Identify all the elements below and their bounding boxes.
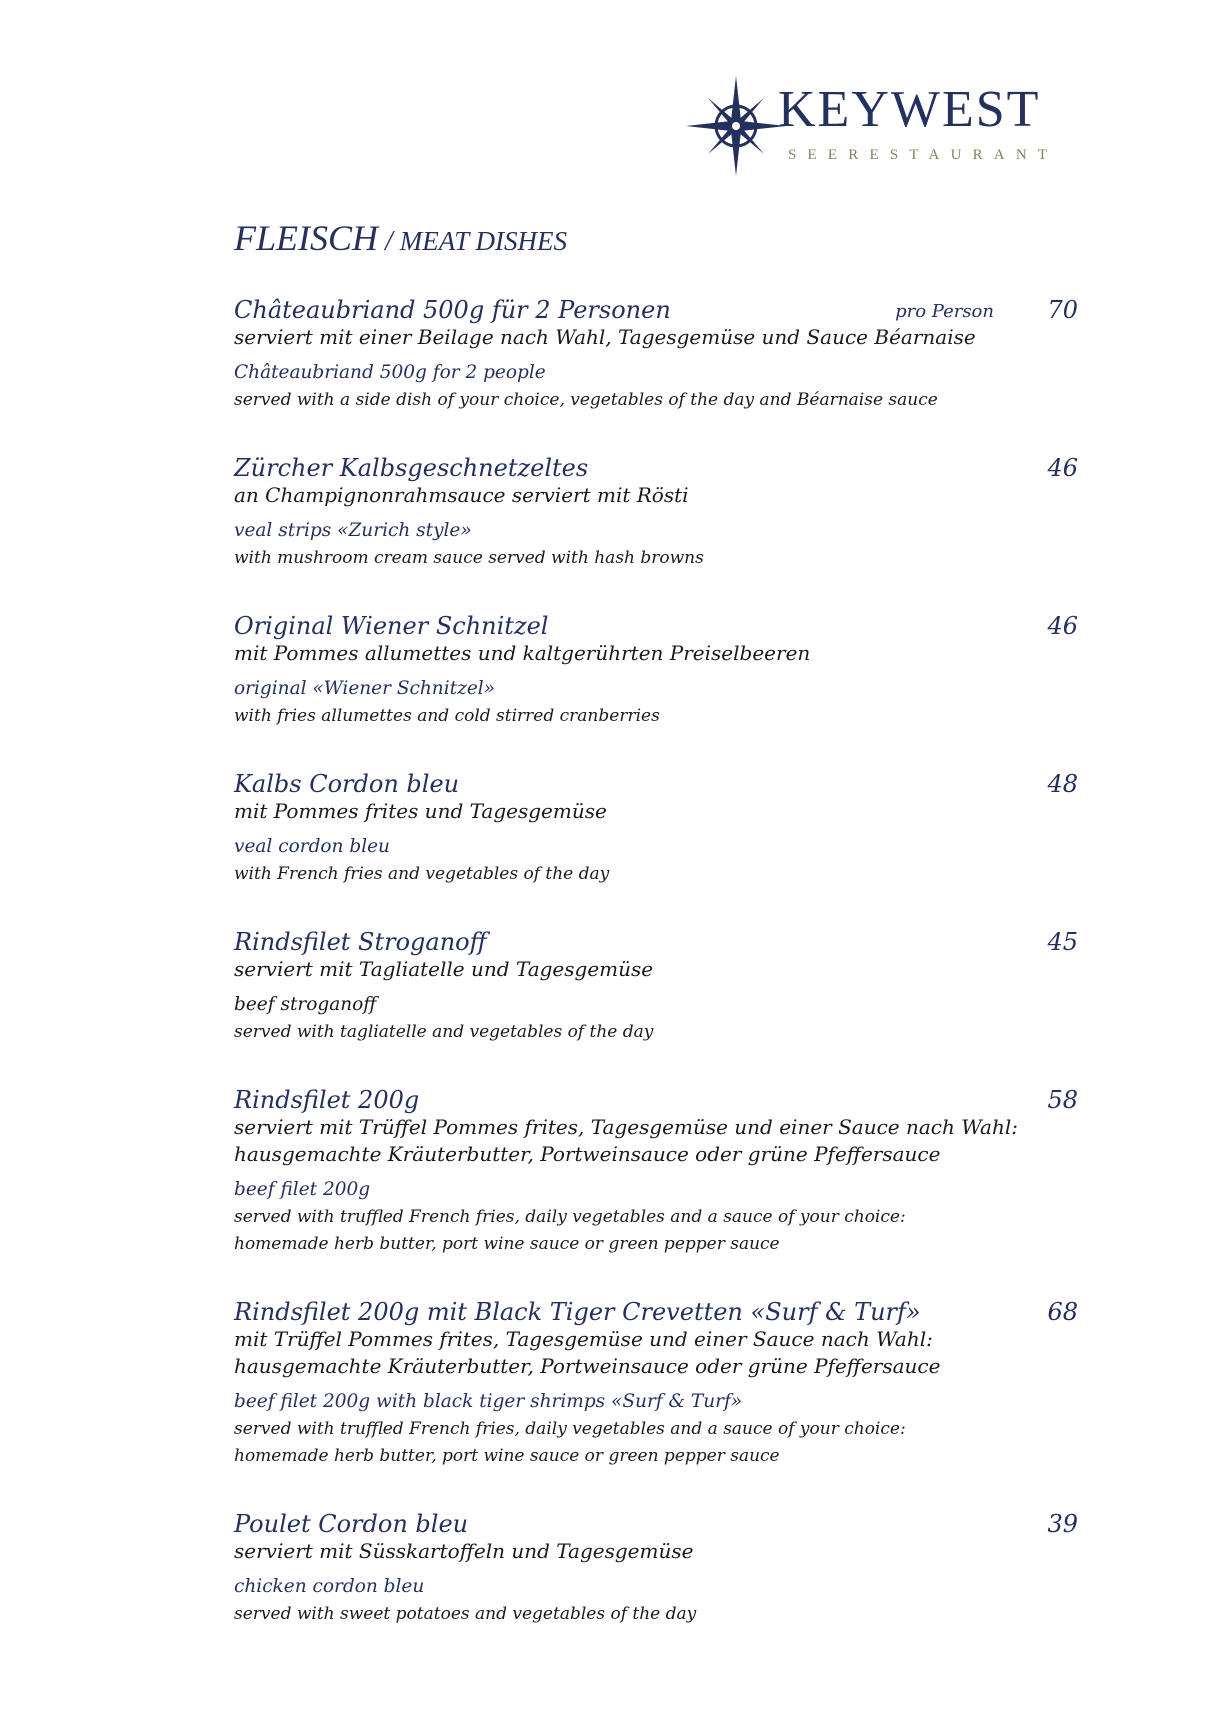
dish-description-de: serviert mit Trüffel Pommes frites, Tagesgemüse und einer Sauce nach Wahl: hausgemachte Kräuterbutter, Portweinsauce oder grüne Pfeffersauce: [234, 1115, 1018, 1166]
dish-name-de: Châteaubriand 500g für 2 Personen: [234, 296, 671, 324]
dish-name-en: veal cordon bleu: [234, 836, 390, 857]
dish-description-de: serviert mit einer Beilage nach Wahl, Tagesgemüse und Sauce Béarnaise: [234, 325, 976, 349]
dish-description-en: served with truffled French fries, daily vegetables and a sauce of your choice: homemade herb butter, port wine sauce or green pepper sauce: [234, 1419, 906, 1466]
dish-name-en: beef filet 200g: [234, 1179, 371, 1200]
dish-name-en: chicken cordon bleu: [234, 1576, 425, 1597]
dish-name-de: Poulet Cordon bleu: [234, 1510, 469, 1538]
dish-description-en: served with a side dish of your choice, vegetables of the day and Béarnaise sauce: [234, 390, 938, 410]
dish-price: 70: [1047, 296, 1078, 324]
menu-item: [234, 770, 1078, 888]
menu-item: [234, 296, 1078, 414]
unit-note: pro Person: [895, 301, 994, 322]
dish-description-en: served with truffled French fries, daily vegetables and a sauce of your choice: homemade herb butter, port wine sauce or green pepper sauce: [234, 1207, 906, 1254]
dish-description-en: with mushroom cream sauce served with hash browns: [234, 548, 704, 568]
dish-description-de: an Champignonrahmsauce serviert mit Rösti: [234, 483, 689, 507]
dish-description-en: served with sweet potatoes and vegetables of the day: [234, 1604, 697, 1624]
restaurant-logo: [686, 76, 1086, 176]
dish-name-en: original «Wiener Schnitzel»: [234, 678, 496, 699]
dish-name-en: veal strips «Zurich style»: [234, 520, 472, 541]
section-title-de: FLEISCH: [234, 218, 378, 258]
dish-name-de: Rindsfilet Stroganoff: [234, 928, 487, 956]
dish-name-en: Châteaubriand 500g for 2 people: [234, 362, 546, 383]
dish-price: 39: [1047, 1510, 1078, 1538]
menu-item: [234, 1086, 1078, 1258]
dish-description-de: mit Trüffel Pommes frites, Tagesgemüse und einer Sauce nach Wahl: hausgemachte Kräuterbutter, Portweinsauce oder grüne Pfeffersauce: [234, 1327, 941, 1378]
dish-name-de: Kalbs Cordon bleu: [234, 770, 460, 798]
menu-item: [234, 454, 1078, 572]
brand-name: KEYWEST: [778, 81, 1041, 138]
dish-description-de: mit Pommes allumettes und kaltgerührten Preiselbeeren: [234, 641, 811, 665]
menu-item: [234, 928, 1078, 1046]
section-title-en: MEAT DISHES: [399, 226, 568, 256]
dish-description-de: serviert mit Tagliatelle und Tagesgemüse: [234, 957, 654, 981]
brand-subtitle: SEERESTAURANT: [788, 147, 1059, 163]
dish-name-en: beef filet 200g with black tiger shrimps «Surf & Turf»: [234, 1391, 743, 1412]
dish-price: 46: [1047, 612, 1078, 640]
section-title-separator: /: [378, 226, 400, 257]
dish-price: 46: [1047, 454, 1078, 482]
menu-item: [234, 1298, 1078, 1470]
dish-name-en: beef stroganoff: [234, 994, 377, 1015]
dish-description-de: mit Pommes frites und Tagesgemüse: [234, 799, 607, 823]
compass-rose-icon: [686, 76, 786, 176]
dish-price: 45: [1047, 928, 1078, 956]
dish-name-de: Rindsfilet 200g: [234, 1086, 420, 1114]
dish-price: 68: [1047, 1298, 1078, 1326]
dish-description-en: served with tagliatelle and vegetables of the day: [234, 1022, 654, 1042]
dish-name-de: Zürcher Kalbsgeschnetzeltes: [234, 454, 589, 482]
dish-description-en: with fries allumettes and cold stirred cranberries: [234, 706, 660, 726]
dish-name-de: Rindsfilet 200g mit Black Tiger Crevetten «Surf & Turf»: [234, 1298, 921, 1326]
dish-description-de: serviert mit Süsskartoffeln und Tagesgemüse: [234, 1539, 694, 1563]
menu-item: [234, 1510, 1078, 1628]
dish-price: 58: [1047, 1086, 1078, 1114]
dish-price: 48: [1047, 770, 1078, 798]
menu-list: [234, 296, 1078, 1668]
dish-description-en: with French fries and vegetables of the day: [234, 864, 610, 884]
section-title: [234, 220, 567, 256]
dish-name-de: Original Wiener Schnitzel: [234, 612, 549, 640]
menu-item: [234, 612, 1078, 730]
